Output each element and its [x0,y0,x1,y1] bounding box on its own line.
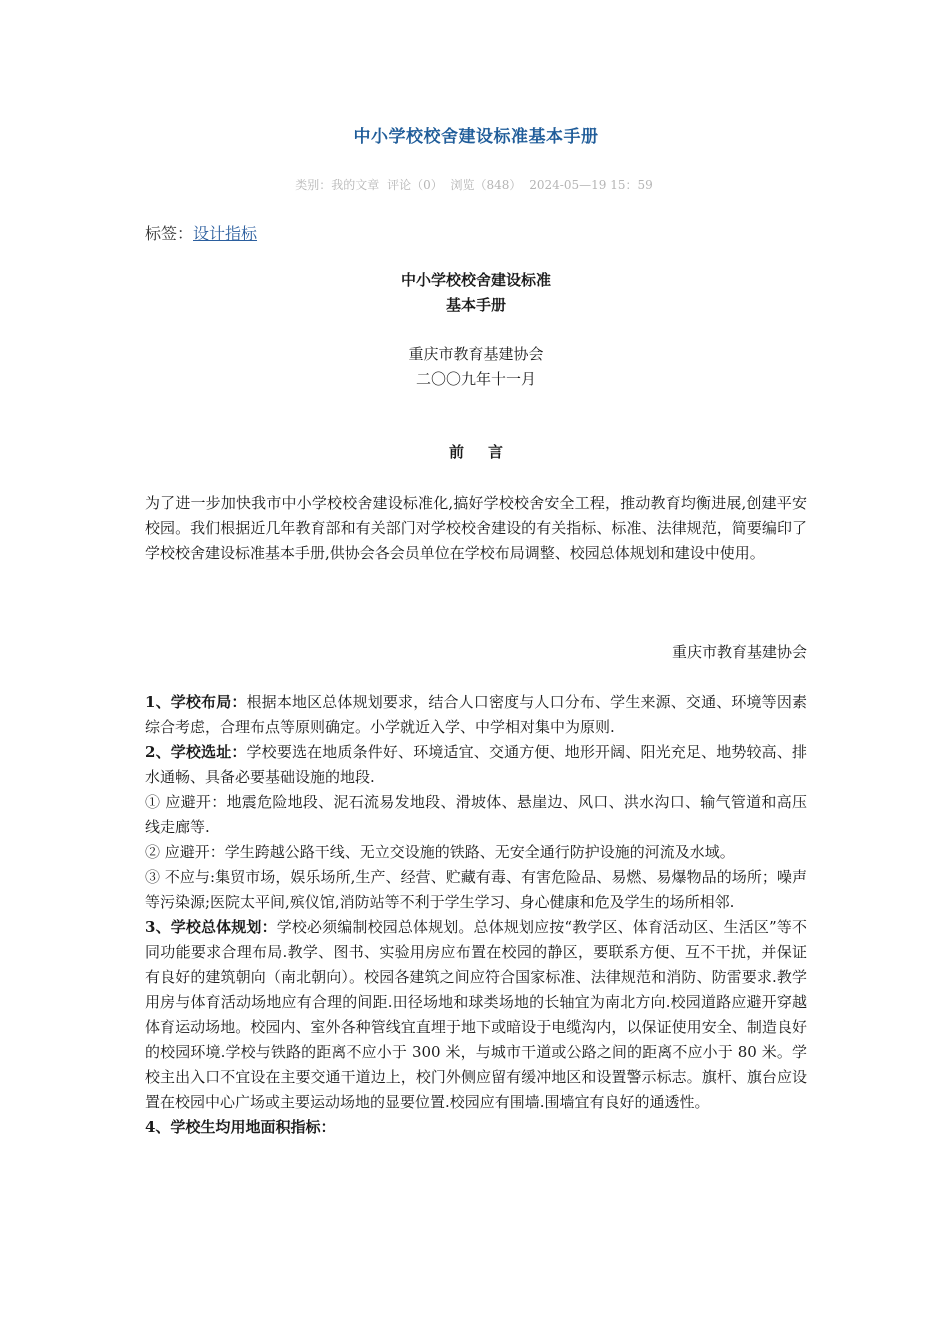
meta-comments: 评论（0） [387,178,443,192]
org-block [145,342,807,392]
section-heading: 3、学校总体规划： [145,918,277,936]
section-item: ③ 不应与:集贸市场，娱乐场所,生产、经营、贮藏有毒、有害危险品、易燃、易爆物品的场所；噪声等污染源;医院太平间,殡仪馆,消防站等不利于学生学习、身心健康和危及学生的场所相邻. [145,868,807,911]
meta-datetime: 2024-05—19 15：59 [529,178,653,192]
section-heading: 1、学校布局： [145,693,247,711]
meta-views: 浏览（848） [450,178,522,192]
section-heading: 2、学校选址： [145,743,247,761]
document-title-line2: 基本手册 [445,296,506,314]
sections [145,690,807,1140]
section-text: 学校要选在地质条件好、环境适宜、交通方便、地形开阔、阳光充足、地势较高、排水通畅、具备必要基础设施的地段. [145,743,807,786]
document-title-line1: 中小学校校舍建设标准 [400,271,551,289]
section-text: 学校必须编制校园总体规划。总体规划应按“教学区、体育活动区、生活区”等不同功能要求合理布局.教学、图书、实验用房应布置在校园的静区，要联系方便、互不干扰，并保证有良好的建筑朝向（南北朝向）。校园各建筑之间应符合国家标准、法律规范和消防、防雷要求.教学用房与体育活动场地应有合理的间距.田径场地和球类场地的长轴宜为南北方向.校园道路应避开穿越体育运动场地。校园内、室外各种管线宜直埋于地下或暗设于电缆沟内，以保证使用安全、制造良好的校园环境.学校与铁路的距离不应小于 300 米，与城市干道或公路之间的距离不应小于 80 米。学校主出入口不宜设在主要交通干道边上，校门外侧应留有缓冲地区和设置警示标志。旗杆、旗台应设置在校园中心广场或主要运动场地的显要位置.校园应有围墙.围墙宜有良好的通透性。 [145,918,807,1111]
publish-date: 二〇〇九年十一月 [415,370,536,388]
org-name: 重庆市教育基建协会 [408,345,544,363]
section-master-plan [145,915,807,1115]
preface-heading: 前言 [448,443,527,461]
article-title: 中小学校校舍建设标准基本手册 [353,127,599,147]
preface-signature: 重庆市教育基建协会 [671,643,807,661]
section-text: 根据本地区总体规划要求，结合人口密度与人口分布、学生来源、交通、环境等因素综合考虑，合理布点等原则确定。小学就近入学、中学相对集中为原则. [145,693,807,736]
section-item: ② 应避开：学生跨越公路干线、无立交设施的铁路、无安全通行防护设施的河流及水域。 [145,843,735,861]
document-title [145,268,807,318]
section-site-selection [145,740,807,790]
meta-category: 类别：我的文章 [295,178,380,192]
preface-body: 为了进一步加快我市中小学校校舍建设标准化,搞好学校校舍安全工程，推动教育均衡进展,创建平安校园。我们根据近几年教育部和有关部门对学校校舍建设的有关指标、标准、法律规范，简要编印了学校校舍建设标准基本手册,供协会各会员单位在学校布局调整、校园总体规划和建设中使用。 [145,494,807,562]
article-meta [145,176,807,193]
tag-link-design-index[interactable]: 设计指标 [193,224,258,243]
section-land-area [145,1115,807,1140]
tags-row [145,221,257,244]
section-heading: 4、学校生均用地面积指标： [145,1118,336,1136]
section-item: ① 应避开：地震危险地段、泥石流易发地段、滑坡体、悬崖边、风口、洪水沟口、输气管道和高压线走廊等. [145,793,807,836]
tags-label: 标签： [145,224,194,243]
section-layout [145,690,807,740]
